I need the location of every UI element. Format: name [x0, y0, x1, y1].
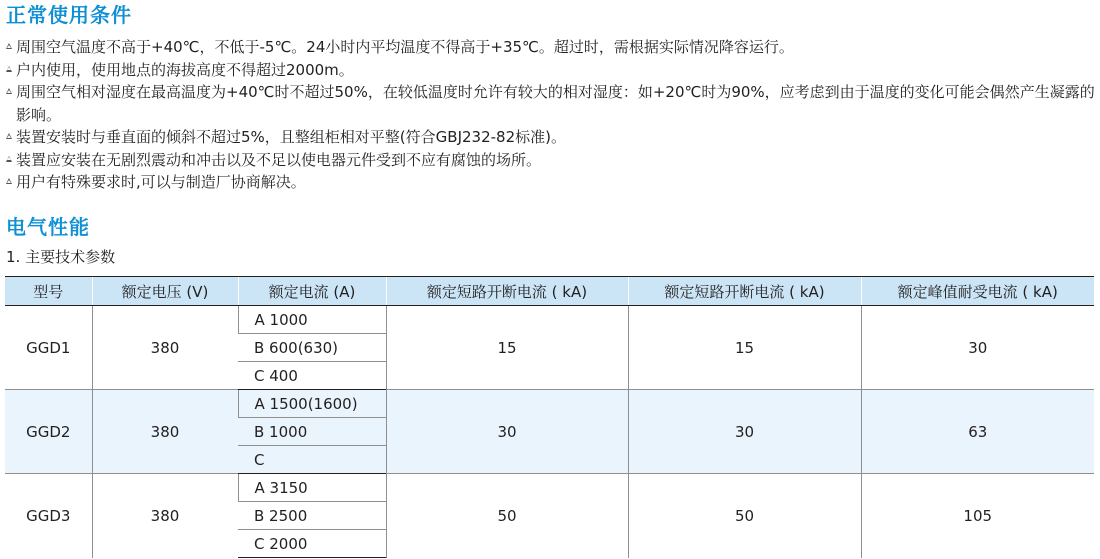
triangle-bullet-icon	[6, 156, 12, 162]
header-breaking-current-2: 额定短路开断电流 ( kA)	[628, 277, 861, 306]
cell-breaking-current-2: 30	[628, 390, 861, 474]
condition-text: 装置安装时与垂直面的倾斜不超过5%，且整组柜相对平整(符合GBJ232-82标准)。	[16, 128, 566, 146]
cell-current: A 3150	[238, 474, 386, 502]
technical-parameters-table	[5, 276, 1094, 558]
triangle-bullet-icon	[6, 133, 12, 139]
header-breaking-current: 额定短路开断电流 ( kA)	[386, 277, 628, 306]
condition-item	[6, 36, 1096, 59]
table-row	[5, 306, 1094, 334]
condition-item	[6, 81, 1096, 126]
cell-peak-current: 63	[861, 390, 1094, 474]
cell-peak-current: 30	[861, 306, 1094, 390]
triangle-bullet-icon	[6, 66, 12, 72]
condition-item	[6, 171, 1096, 194]
header-model: 型号	[5, 277, 92, 306]
cell-model: GGD1	[5, 306, 92, 390]
table-row	[5, 474, 1094, 502]
cell-voltage: 380	[92, 390, 238, 474]
table-row	[5, 390, 1094, 418]
header-peak-withstand-current: 额定峰值耐受电流 ( kA)	[861, 277, 1094, 306]
cell-current: B 1000	[238, 418, 386, 446]
condition-item	[6, 126, 1096, 149]
condition-text: 用户有特殊要求时,可以与制造厂协商解决。	[16, 173, 306, 191]
cell-model: GGD3	[5, 474, 92, 558]
cell-voltage: 380	[92, 474, 238, 558]
cell-current: C 2000	[238, 530, 386, 558]
condition-item	[6, 149, 1096, 172]
cell-current: C 400	[238, 362, 386, 390]
header-rated-voltage: 额定电压 (V)	[92, 277, 238, 306]
section-heading-electrical-performance: 电气性能	[6, 215, 90, 239]
condition-text: 周围空气相对湿度在最高温度为+40℃时不超过50%，在较低温度时允许有较大的相对湿度：如+20℃时为90%，应考虑到由于温度的变化可能会偶然产生凝露的影响。	[16, 83, 1095, 124]
triangle-bullet-icon	[6, 43, 12, 49]
cell-current: A 1000	[238, 306, 386, 334]
triangle-bullet-icon	[6, 88, 12, 94]
cell-breaking-current: 15	[386, 306, 628, 390]
header-rated-current: 额定电流 (A)	[238, 277, 386, 306]
cell-current: B 2500	[238, 502, 386, 530]
cell-breaking-current-2: 50	[628, 474, 861, 558]
table-header-row	[5, 277, 1094, 306]
cell-breaking-current: 50	[386, 474, 628, 558]
cell-breaking-current-2: 15	[628, 306, 861, 390]
condition-text: 装置应安装在无剧烈震动和冲击以及不足以使电器元件受到不应有腐蚀的场所。	[16, 150, 542, 169]
cell-peak-current: 105	[861, 474, 1094, 558]
triangle-bullet-icon	[6, 178, 12, 184]
subsection-title: 1. 主要技术参数	[6, 248, 116, 266]
cell-model: GGD2	[5, 390, 92, 474]
cell-current: C	[238, 446, 386, 474]
cell-current: A 1500(1600)	[238, 390, 386, 418]
cell-voltage: 380	[92, 306, 238, 390]
conditions-list	[6, 36, 1096, 194]
condition-text: 周围空气温度不高于+40℃，不低于-5℃。24小时内平均温度不得高于+35℃。超过时，需根据实际情况降容运行。	[16, 38, 794, 56]
condition-text: 户内使用，使用地点的海拔高度不得超过2000m。	[16, 60, 354, 79]
cell-breaking-current: 30	[386, 390, 628, 474]
section-heading-normal-conditions: 正常使用条件	[6, 3, 132, 27]
cell-current: B 600(630)	[238, 334, 386, 362]
condition-item	[6, 59, 1096, 82]
